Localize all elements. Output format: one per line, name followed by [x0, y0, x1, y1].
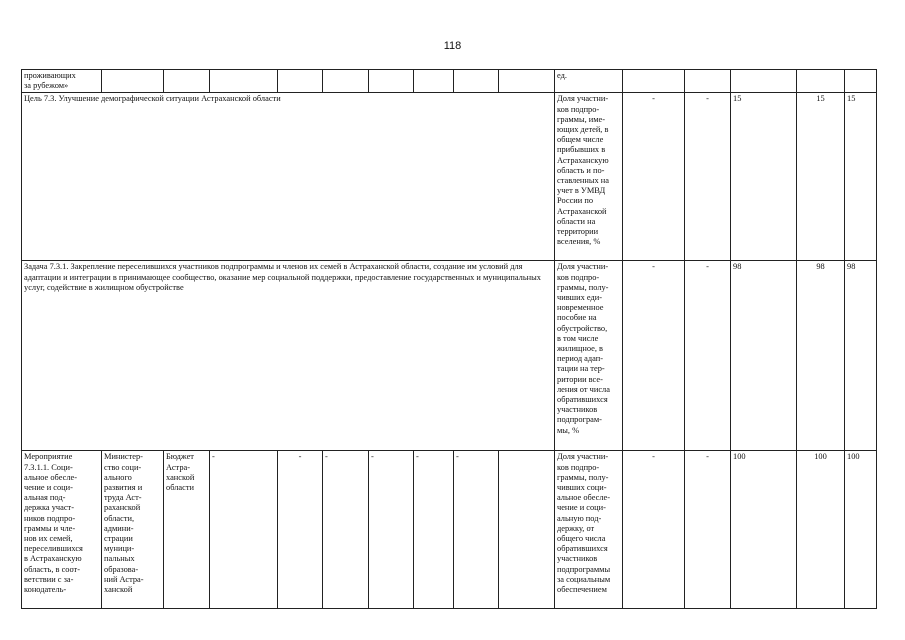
page-number: 118	[443, 40, 462, 52]
goal-title: Цель 7.3. Улучшение демографической ситуации Астраханской области	[22, 93, 555, 261]
value-cell: -	[685, 93, 731, 261]
funding-cell: -	[369, 451, 414, 609]
table-row	[22, 451, 877, 609]
task-indicator: Доля участни- ков подпро- граммы, полу- чивших еди- новременное пособие на обустройство, в том числе жилищное, в период адап- тации на тер- ритории все- ления от числа обратившихся участников подпрограм- мы, %	[555, 261, 623, 451]
table-row	[22, 261, 877, 451]
table-row	[22, 70, 877, 93]
funding-cell: -	[414, 451, 454, 609]
value-cell: 98	[797, 261, 845, 451]
funding-cell: -	[210, 451, 278, 609]
value-cell: -	[685, 261, 731, 451]
value-cell: -	[623, 261, 685, 451]
activity-title: Мероприятие 7.3.1.1. Соци- альное обесле- чение и соци- альная под- держка участ- ников подпро- граммы и чле- нов их семей, переселившихся в Астраханскую область, в соот- ветствии с за- конодатель-	[22, 451, 102, 609]
value-cell: 15	[731, 93, 797, 261]
value-cell: 100	[731, 451, 797, 609]
funding-cell: -	[278, 451, 323, 609]
value-cell: 100	[845, 451, 877, 609]
value-cell: -	[685, 451, 731, 609]
unit-cell: ед.	[555, 70, 623, 93]
value-cell: 100	[797, 451, 845, 609]
task-title: Задача 7.3.1. Закрепление переселившихся участников подпрограммы и членов их семей в Астраханской области, создание им условий для адаптации и интеграции в принимающее сообщество, оказание мер социальной поддержки, предоставление государственных и муниципальных услуг, содействие в жилищном обустройстве	[22, 261, 555, 451]
value-cell: 15	[797, 93, 845, 261]
goal-indicator: Доля участни- ков подпро- граммы, име- ющих детей, в общем числе прибывших в Астраханскую область и по- ставленных на учет в УМВД России по Астраханской области на территории вселения, %	[555, 93, 623, 261]
value-cell: 98	[731, 261, 797, 451]
activity-indicator: Доля участни- ков подпро- граммы, полу- чивших соци- альное обесле- чение и соци- альную под- держку, от общего числа обратившихся участников подпрограммы за социальным обеспечением	[555, 451, 623, 609]
row-label: проживающих за рубежом»	[22, 70, 102, 93]
funding-cell: -	[454, 451, 499, 609]
table-row	[22, 93, 877, 261]
program-table	[21, 69, 877, 609]
funding-cell: -	[323, 451, 369, 609]
value-cell: -	[623, 451, 685, 609]
value-cell: -	[623, 93, 685, 261]
value-cell: 98	[845, 261, 877, 451]
activity-executor: Министер- ство соци- ального развития и труда Аст- раханской области, админи- страции муници- пальных образова- ний Астра- ханской	[102, 451, 164, 609]
value-cell: 15	[845, 93, 877, 261]
activity-source: Бюджет Астра- ханской области	[164, 451, 210, 609]
